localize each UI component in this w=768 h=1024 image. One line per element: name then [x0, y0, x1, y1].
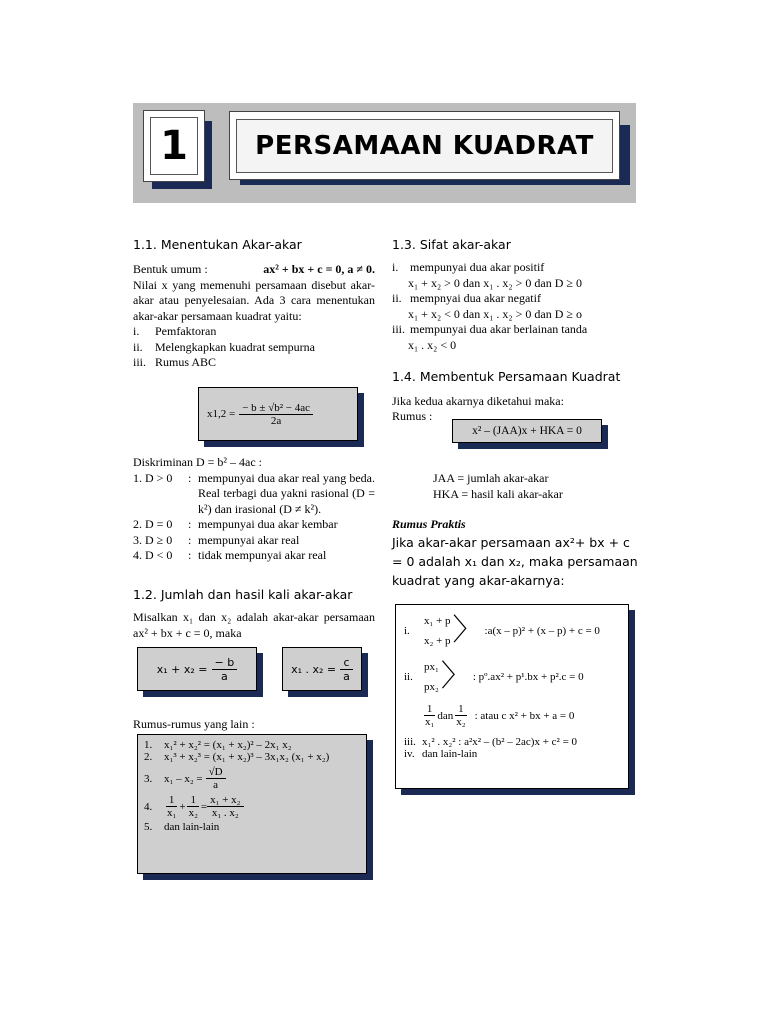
sum-lhs: x₁ + x₂ = [156, 662, 208, 676]
practical-row: $\frac{1}{\text{x₁}}$ dan $\frac{1}{\text{x₂}}$ : atau c x² + bx + a = 0 [425, 703, 575, 728]
formula-item: 2. x₁³ + x₂³ = (x₁ + x₂)³ – 3x₁x₂ (x₁ + x₂) [144, 751, 330, 763]
formula-item: 1. x₁² + x₂² = (x₁ + x₂)² – 2x₁ x₂ [144, 739, 292, 751]
sum-fraction: $\frac{- b}{a}$ [212, 656, 238, 683]
abc-lhs: x1,2 = [207, 408, 236, 420]
prod-lhs: x₁ . x₂ = [291, 662, 337, 676]
hka-definition: HKA = hasil kali akar-akar [433, 487, 563, 501]
general-form: ax² + bx + c = 0, a ≠ 0. [263, 262, 375, 276]
property-item: iii. mempunyai dua akar berlainan tanda [392, 322, 588, 336]
other-formulas-box [137, 734, 367, 874]
case-item: 4. D < 0 : tidak mempunyai akar real [133, 548, 327, 562]
form-equation-box [452, 419, 602, 443]
case-item: 3. D ≥ 0 : mempunyai akar real [133, 532, 300, 547]
intro-text: Nilai x yang memenuhi persamaan disebut akar-akar atau penyelesaian. Ada 3 cara menentukan akar-akar persamaan kuadrat yaitu: [133, 277, 375, 323]
general-form-label: Bentuk umum : [133, 262, 208, 276]
formula-item: 3. x₁ – x₂ = $\frac{√D}{a}$ [144, 766, 360, 791]
chapter-number: 1 [150, 117, 198, 175]
discriminant-label: Diskriminan D = b² – 4ac : [133, 455, 263, 469]
practical-row: i. x₁ + p x₂ + p 〉 :a(x – p)² + (x – p) + c = 0 [404, 614, 600, 647]
section-1-2-heading: 1.2. Jumlah dan hasil kali akar-akar [133, 587, 353, 602]
formula-item: 5. dan lain-lain [144, 821, 220, 833]
section-1-4-heading: 1.4. Membentuk Persamaan Kuadrat [392, 369, 621, 384]
abc-fraction: $\frac{\text{− b ± √b² − 4ac}}{2a}$ [239, 402, 313, 427]
method-item: ii. Melengkapkan kuadrat sempurna [133, 339, 315, 354]
other-formulas-label: Rumus-rumus yang lain : [133, 717, 255, 731]
section-1-1-body [133, 262, 375, 371]
section-1-3-body [392, 260, 637, 353]
method-item: iii. Rumus ABC [133, 355, 217, 369]
property-item: ii. mempnyai dua akar negatif [392, 291, 541, 305]
prod-fraction: $\frac{c}{a}$ [340, 656, 353, 683]
title-box [229, 111, 620, 180]
property-item: i. mempunyai dua akar positif [392, 260, 545, 274]
property-condition: x₁ + x₂ > 0 dan x₁ . x₂ > 0 dan D ≥ 0 [408, 275, 582, 290]
practical-formulas-box [395, 604, 629, 789]
practical-row: ii. px₁ px₂ 〉 : pº.ax² + p¹.bx + p².c = 0 [404, 660, 584, 693]
formula-item: 4. $\frac{1}{\text{x₁}}$ + $\frac{1}{\text{x₂}}$ = $\frac{\text{x₁ + x₂}}{\text{x₁ . x₂}}$ [144, 794, 360, 819]
case-item: 2. D = 0 : mempunyai dua akar kembar [133, 517, 338, 531]
method-item: i. Pemfaktoran [133, 324, 217, 338]
rumus-praktis-heading: Rumus Praktis [392, 517, 466, 531]
page-title: PERSAMAAN KUADRAT [236, 119, 613, 173]
property-condition: x₁ + x₂ < 0 dan x₁ . x₂ > 0 dan D ≥ o [408, 306, 582, 321]
discriminant-section [133, 455, 375, 564]
jaa-definition: JAA = jumlah akar-akar [433, 471, 549, 485]
sum-roots-box [137, 647, 257, 691]
rumus-praktis-text: Jika akar-akar persamaan ax²+ bx + c = 0 adalah x₁ dan x₂, maka persamaan kuadrat yang akar-akarnya: [392, 535, 638, 588]
rumus-label: Rumus : [392, 409, 433, 423]
abc-formula-box [198, 387, 358, 441]
section-1-1-heading: 1.1. Menentukan Akar-akar [133, 237, 302, 252]
section-1-4-intro: Jika kedua akarnya diketahui maka: [392, 394, 564, 408]
practical-row: iv. dan lain-lain [404, 748, 478, 760]
product-roots-box [282, 647, 362, 691]
property-condition: x₁ . x₂ < 0 [408, 337, 457, 352]
practical-row: iii. x₁² . x₂² : a²x² – (b² – 2ac)x + c² = 0 [404, 736, 578, 748]
section-1-2-intro: Misalkan x₁ dan x₂ adalah akar-akar persamaan ax² + bx + c = 0, maka [133, 610, 375, 640]
form-equation: x² – (JAA)x + HKA = 0 [472, 425, 582, 437]
case-item: 1. D > 0 : mempunyai dua akar real yang beda. Real terbagi dua yakni rasional (D = k²) dan irasional (D ≠ k²). [133, 470, 375, 516]
chapter-number-box [143, 110, 205, 182]
section-1-3-heading: 1.3. Sifat akar-akar [392, 237, 511, 252]
